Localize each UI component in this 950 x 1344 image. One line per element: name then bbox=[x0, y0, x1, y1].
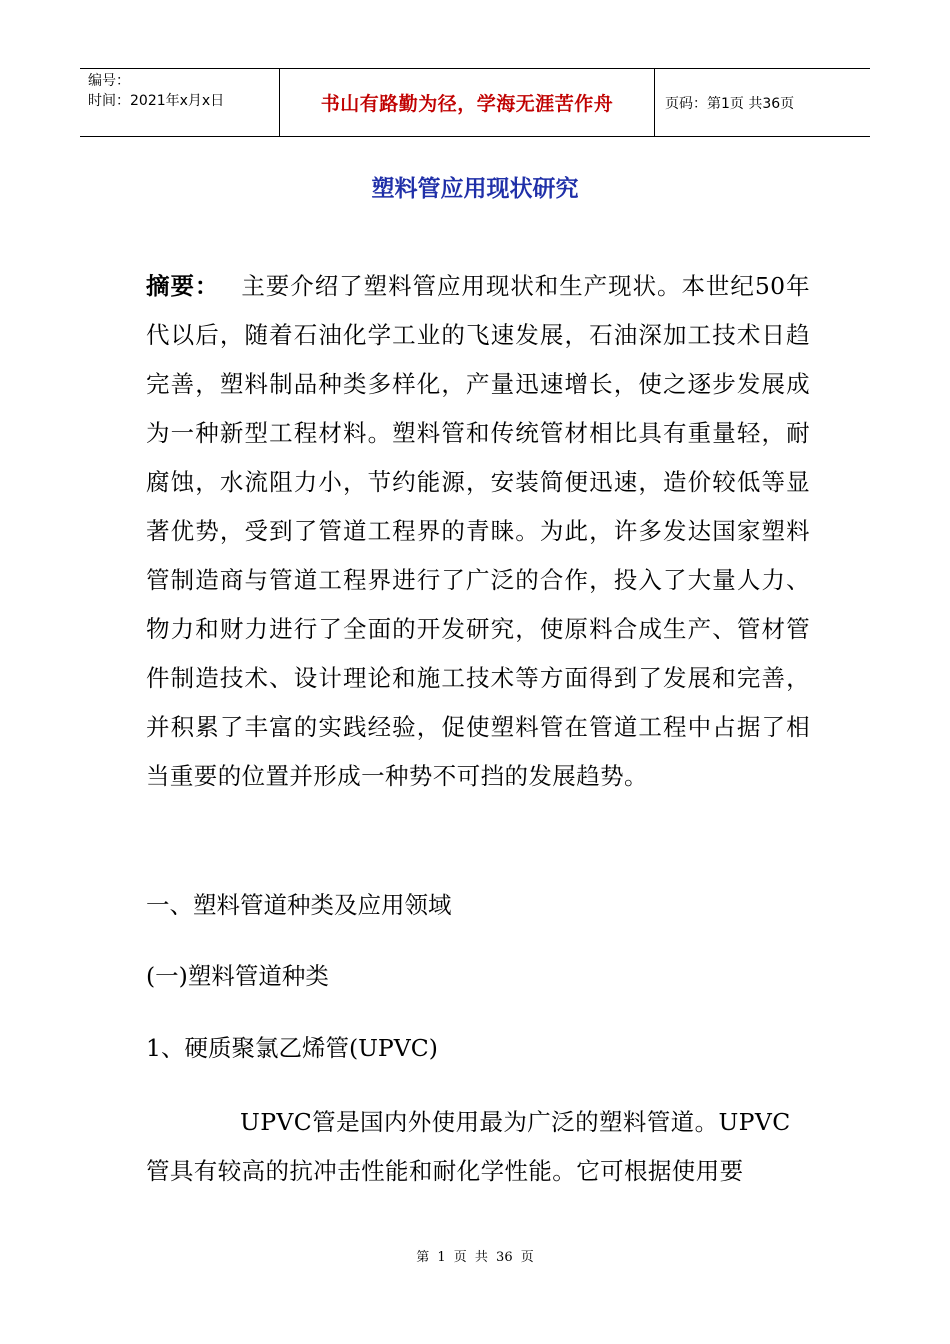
page-footer: 第 1 页 共 36 页 bbox=[416, 1250, 534, 1265]
abstract-text: 主要介绍了塑料管应用现状和生产现状。本世纪50年代以后，随着石油化学工业的飞速发展，石油深加工技术日趋完善，塑料制品种类多样化，产量迅速增长，使之逐步发展成为一种新型工程材料。塑料管和传统管材相比具有重量轻，耐腐蚀，水流阻力小，节约能源，安装简便迅速，造价较低等显著优势，受到了管道工程界的青睐。为此，许多发达国家塑料管制造商与管道工程界进行了广泛的合作，投入了大量人力、物力和财力进行了全面的开发研究，使原料合成生产、管材管件制造技术、设计理论和施工技术等方面得到了发展和完善，并积累了丰富的实践经验，促使塑料管在管道工程中占据了相当重要的位置并形成一种势不可挡的发展趋势。 bbox=[146, 272, 810, 790]
page-header bbox=[80, 68, 870, 137]
document-number-label: 编号： bbox=[88, 73, 130, 89]
section-heading-1-1: (一)塑料管道种类 bbox=[146, 962, 329, 990]
header-page-info: 页码：第1页 共36页 bbox=[665, 95, 795, 112]
header-motto: 书山有路勤为径，学海无涯苦作舟 bbox=[280, 69, 655, 136]
abstract-block bbox=[146, 262, 810, 801]
item-heading-upvc: 1、硬质聚氯乙烯管(UPVC) bbox=[146, 1034, 438, 1062]
document-title: 塑料管应用现状研究 bbox=[371, 176, 579, 202]
section-heading-1: 一、塑料管道种类及应用领域 bbox=[146, 891, 452, 919]
header-info-cell bbox=[80, 69, 280, 136]
document-date: 时间：2021年x月x日 bbox=[88, 93, 225, 109]
body-paragraph: UPVC管是国内外使用最为广泛的塑料管道。UPVC管具有较高的抗冲击性能和耐化学性能。它可根据使用要 bbox=[146, 1108, 791, 1185]
abstract-label: 摘要： bbox=[146, 272, 220, 300]
